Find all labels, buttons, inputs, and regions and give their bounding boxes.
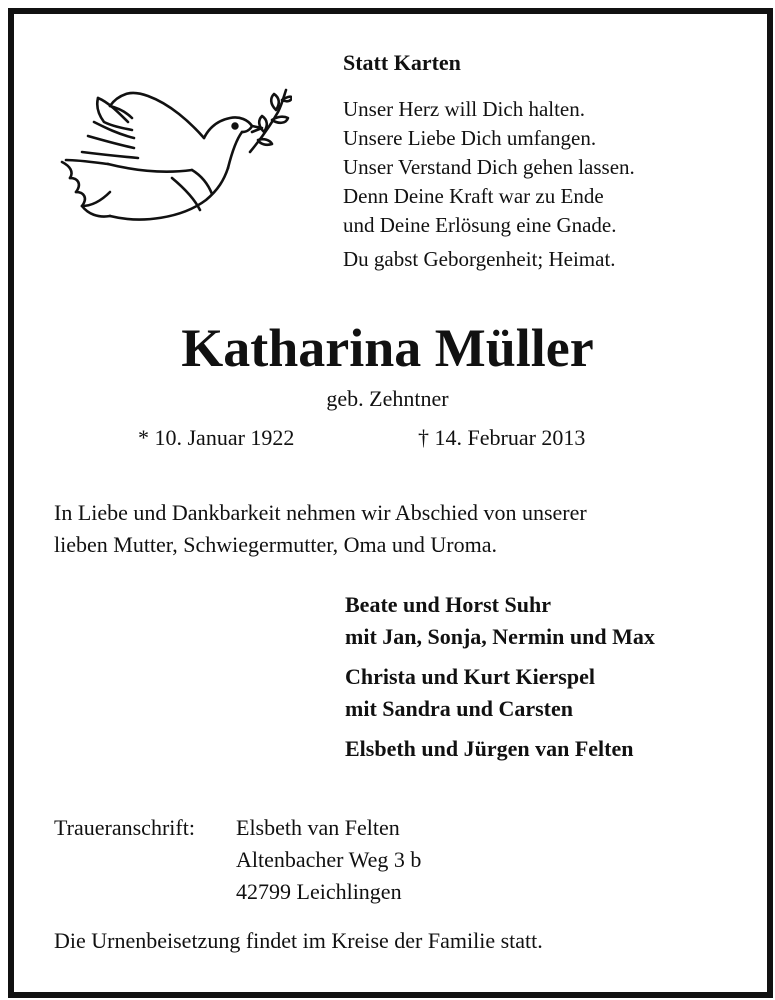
family-line: mit Sandra und Carsten [345,696,573,721]
address-line: Altenbacher Weg 3 b [236,847,422,872]
family-line: Elsbeth und Jürgen van Felten [345,736,634,761]
poem-line: Unsere Liebe Dich umfangen. [343,126,597,150]
poem-line: Unser Verstand Dich gehen lassen. [343,155,635,179]
maiden-name: geb. Zehntner [326,386,449,411]
address-line: Elsbeth van Felten [236,815,400,840]
poem-line: Unser Herz will Dich halten. [343,97,586,121]
poem-closing-line: Du gabst Geborgenheit; Heimat. [343,247,616,271]
family-group [345,589,655,653]
deceased-name: Katharina Müller [181,318,594,378]
mourning-address [236,812,421,908]
death-date: † 14. Februar 2013 [418,425,586,450]
dove-icon [52,82,292,232]
statt-karten-heading: Statt Karten [343,50,461,75]
farewell-text [54,497,754,561]
family-line: Beate und Horst Suhr [345,592,551,617]
family-group [345,661,595,725]
poem-line: und Deine Erlösung eine Gnade. [343,213,617,237]
address-label: Traueranschrift: [54,815,195,840]
poem [343,95,635,240]
farewell-line: In Liebe und Dankbarkeit nehmen wir Abschied von unserer [54,500,587,525]
poem-line: Denn Deine Kraft war zu Ende [343,184,604,208]
burial-note: Die Urnenbeisetzung findet im Kreise der Familie statt. [54,928,543,953]
family-group [345,733,634,765]
address-line: 42799 Leichlingen [236,879,402,904]
farewell-line: lieben Mutter, Schwiegermutter, Oma und Uroma. [54,532,498,557]
birth-date: * 10. Januar 1922 [138,425,295,450]
family-line: Christa und Kurt Kierspel [345,664,595,689]
family-line: mit Jan, Sonja, Nermin und Max [345,624,655,649]
